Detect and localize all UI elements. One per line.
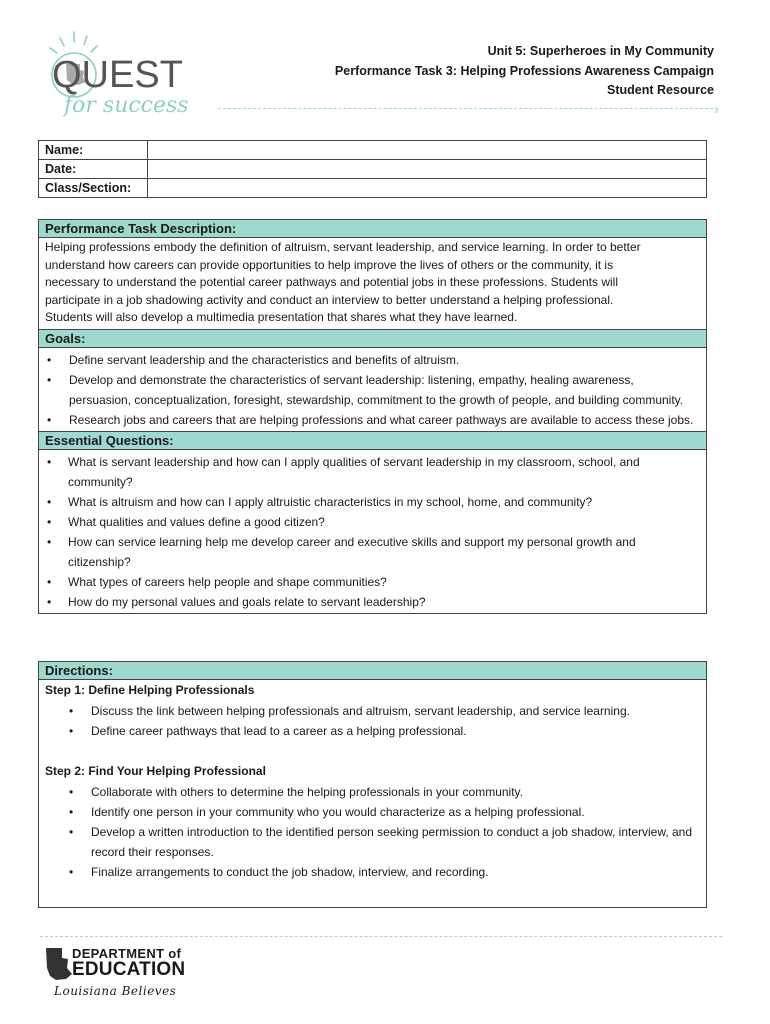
essential-questions-heading: Essential Questions: [39, 431, 706, 450]
footer-divider [40, 936, 722, 937]
date-label: Date: [39, 160, 148, 179]
class-section-field[interactable] [148, 179, 707, 198]
goal-item: • Develop and demonstrate the characteristics of servant leadership: listening, empathy, healing awareness, persuasion, conceptualization, foresight, stewardship, commitment to the growth of people, and building community. [69, 370, 696, 410]
header-divider [218, 108, 718, 109]
step1-item: • Discuss the link between helping professionals and altruism, servant leadership, and service learning. [91, 701, 696, 721]
question-item: • How do my personal values and goals relate to servant leadership? [68, 592, 696, 612]
document-header [335, 42, 714, 101]
tagline-text: Louisiana Believes [54, 984, 177, 998]
goals-heading: Goals: [39, 329, 706, 348]
step2-title: Step 2: Find Your Helping Professional [45, 764, 266, 778]
step2-item: • Develop a written introduction to the identified person seeking permission to conduct a job shadow, interview, and record their responses. [91, 822, 696, 862]
description-line: Students will also develop a multimedia presentation that shares what they have learned. [45, 310, 518, 324]
description-line: understand how careers can provide opportunities to help improve the lives of others or the community, it is [45, 257, 614, 272]
step2-list [39, 781, 706, 882]
department-of-education-logo [44, 946, 184, 1000]
louisiana-state-icon [44, 946, 74, 984]
student-info-table [38, 140, 707, 198]
task-box [38, 219, 707, 614]
description-heading: Performance Task Description: [39, 220, 706, 238]
name-field[interactable] [148, 141, 707, 160]
goals-list [39, 348, 706, 431]
description-line: Helping professions embody the definition of altruism, servant leadership, and service learning. In order to better [45, 240, 641, 254]
logo-for-success-text: for success [64, 93, 189, 118]
step1-list [39, 700, 706, 741]
directions-heading: Directions: [39, 662, 706, 680]
class-section-label: Class/Section: [39, 179, 148, 198]
task-title: Performance Task 3: Helping Professions Awareness Campaign [334, 63, 714, 78]
question-item: • What qualities and values define a good citizen? [68, 512, 696, 532]
goal-item: • Research jobs and careers that are helping professions and what career pathways are available to access these jobs. [69, 410, 696, 430]
description-line: participate in a job shadowing activity and conduct an interview to better understand a helping professional. [45, 292, 614, 307]
question-item: • What types of careers help people and shape communities? [68, 572, 696, 592]
step2-item: • Collaborate with others to determine the helping professionals in your community. [91, 782, 696, 802]
unit-title: Unit 5: Superheroes in My Community [487, 44, 714, 58]
logo-quest-text: QUEST [52, 54, 183, 96]
chevron-right-icon: › [714, 101, 719, 117]
description-line: necessary to understand the potential career pathways and potential jobs in these professions. Students will [45, 275, 619, 289]
directions-box [38, 661, 707, 908]
step1-title: Step 1: Define Helping Professionals [45, 683, 255, 697]
department-text: DEPARTMENT of [72, 946, 182, 961]
step2-item: • Finalize arrangements to conduct the job shadow, interview, and recording. [91, 862, 696, 882]
name-label: Name: [39, 141, 148, 160]
education-text: EDUCATION [72, 959, 186, 980]
question-item: • What is servant leadership and how can I apply qualities of servant leadership in my classroom, school, and community? [68, 452, 696, 492]
question-item: • What is altruism and how can I apply altruistic characteristics in my school, home, and community? [68, 492, 696, 512]
date-field[interactable] [148, 160, 707, 179]
step1-item: • Define career pathways that lead to a career as a helping professional. [91, 721, 696, 741]
description-text [39, 238, 706, 329]
quest-for-success-logo [40, 30, 220, 125]
essential-questions-list [39, 450, 706, 613]
goal-item: • Define servant leadership and the characteristics and benefits of altruism. [69, 350, 696, 370]
question-item: • How can service learning help me develop career and executive skills and support my personal growth and citizenship? [68, 532, 696, 572]
resource-label: Student Resource [607, 83, 714, 97]
step2-item: • Identify one person in your community who you would characterize as a helping professional. [91, 802, 696, 822]
